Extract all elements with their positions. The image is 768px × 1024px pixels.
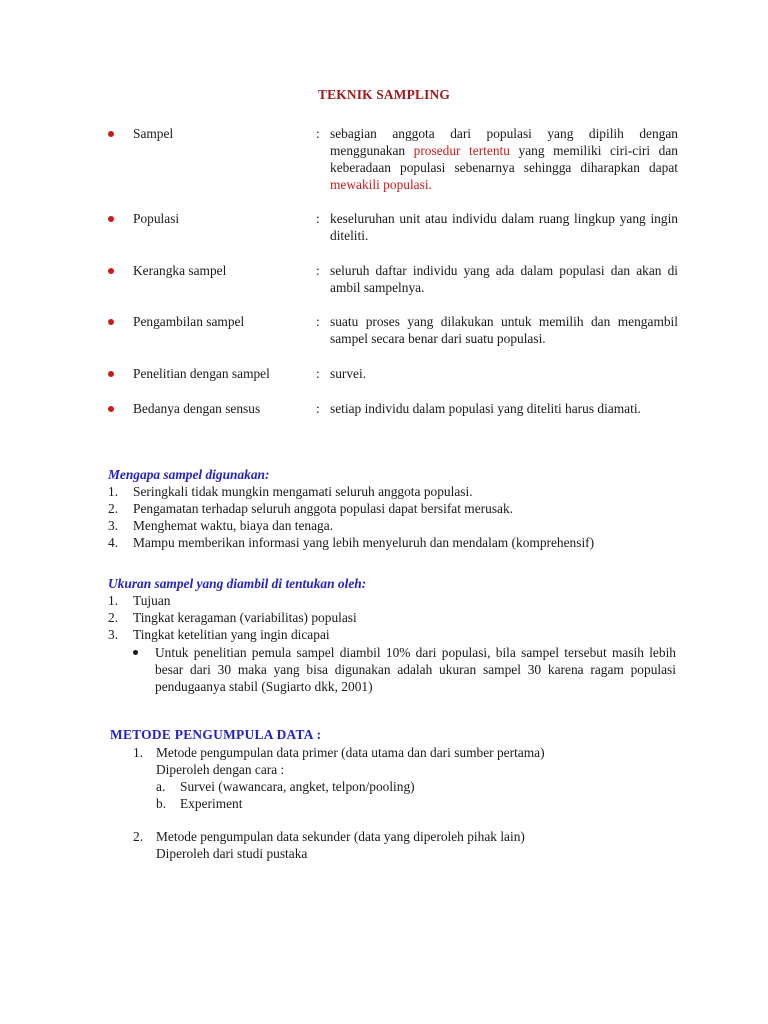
page-title: TEKNIK SAMPLING [317, 87, 451, 102]
desc-text: sebagian anggota dari populasi yang dipilih dengan menggunakan [330, 126, 678, 158]
definition-desc: seluruh daftar individu yang ada dalam populasi dan akan di ambil sampelnya. [330, 263, 678, 295]
method-line: Metode pengumpulan data primer (data utama dan dari sumber pertama) [156, 745, 545, 760]
definition-penelitian-sampel [108, 365, 678, 382]
definition-desc: survei. [330, 366, 367, 381]
definition-colon: : [316, 401, 320, 416]
list-item: 3. Tingkat ketelitian yang ingin dicapai [108, 627, 330, 642]
definition-term: Penelitian dengan sampel [133, 366, 270, 381]
bullet-icon [108, 216, 114, 222]
definition-colon: : [316, 366, 320, 381]
definition-colon: : [316, 263, 320, 278]
definition-desc: suatu proses yang dilakukan untuk memilih dan mengambil sampel secara benar dari suatu populasi. [330, 314, 678, 346]
method-sub-item: b. Experiment [156, 796, 243, 811]
method-secondary: 2. Metode pengumpulan data sekunder (data yang diperoleh pihak lain) Diperoleh dari studi pustaka [133, 828, 693, 862]
list-item: 2. Pengamatan terhadap seluruh anggota populasi dapat bersifat merusak. [108, 501, 514, 516]
definition-bedanya-sensus [108, 400, 678, 417]
size-note-text: Untuk penelitian pemula sampel diambil 10% dari populasi, bila sampel tersebut masih lebih besar dari 30 maka yang bisa digunakan adalah ukuran sampel 30 karena ragam populasi pendugaanya stabil (Sugiarto dkk, 2001) [155, 645, 676, 694]
bullet-icon [133, 650, 138, 655]
why-list [108, 483, 688, 551]
definition-colon: : [316, 211, 320, 226]
list-item: 2. Tingkat keragaman (variabilitas) populasi [108, 610, 357, 625]
bullet-icon [108, 268, 114, 274]
method-line: Diperoleh dengan cara : [156, 762, 285, 777]
why-heading: Mengapa sampel digunakan: [108, 467, 270, 482]
list-item: 4. Mampu memberikan informasi yang lebih menyeluruh dan mendalam (komprehensif) [108, 535, 595, 550]
size-list [108, 592, 688, 643]
definition-term: Pengambilan sampel [133, 314, 245, 329]
definition-pengambilan-sampel [108, 313, 678, 347]
method-sub-item: a. Survei (wawancara, angket, telpon/pooling) [156, 779, 415, 794]
bullet-icon [108, 406, 114, 412]
list-item: 1. Tujuan [108, 593, 171, 608]
definition-kerangka-sampel [108, 262, 678, 296]
method-line: Metode pengumpulan data sekunder (data yang diperoleh pihak lain) [156, 829, 525, 844]
list-item: 1. Seringkali tidak mungkin mengamati seluruh anggota populasi. [108, 484, 473, 499]
definition-sampel [108, 125, 678, 193]
size-heading: Ukuran sampel yang diambil di tentukan oleh: [108, 576, 367, 591]
definition-populasi [108, 210, 678, 244]
bullet-icon [108, 319, 114, 325]
bullet-icon [108, 131, 114, 137]
definition-colon: : [316, 126, 320, 141]
definition-term: Bedanya dengan sensus [133, 401, 261, 416]
method-line: Diperoleh dari studi pustaka [156, 846, 308, 861]
method-primary: 1. Metode pengumpulan data primer (data utama dan dari sumber pertama) Diperoleh dengan cara : a. Survei (wawancara, angket, telpon/pooling) b. Experiment [133, 744, 693, 812]
definition-term: Kerangka sampel [133, 263, 227, 278]
list-item: 3. Menghemat waktu, biaya dan tenaga. [108, 518, 334, 533]
definition-term: Populasi [133, 211, 180, 226]
definition-desc: setiap individu dalam populasi yang diteliti harus diamati. [330, 401, 641, 416]
definition-colon: : [316, 314, 320, 329]
definition-desc: keseluruhan unit atau individu dalam ruang lingkup yang ingin diteliti. [330, 211, 678, 243]
definition-desc [330, 125, 678, 193]
bullet-icon [108, 371, 114, 377]
desc-highlight: prosedur tertentu [413, 143, 510, 158]
desc-highlight: mewakili populasi. [330, 177, 432, 192]
desc-text: yang memiliki ciri-ciri dan keberadaan populasi sebenarnya sehingga diharapkan dapat [330, 143, 678, 175]
definition-term: Sampel [133, 126, 174, 141]
size-note [133, 644, 676, 695]
methods-heading: METODE PENGUMPULA DATA : [110, 727, 322, 742]
